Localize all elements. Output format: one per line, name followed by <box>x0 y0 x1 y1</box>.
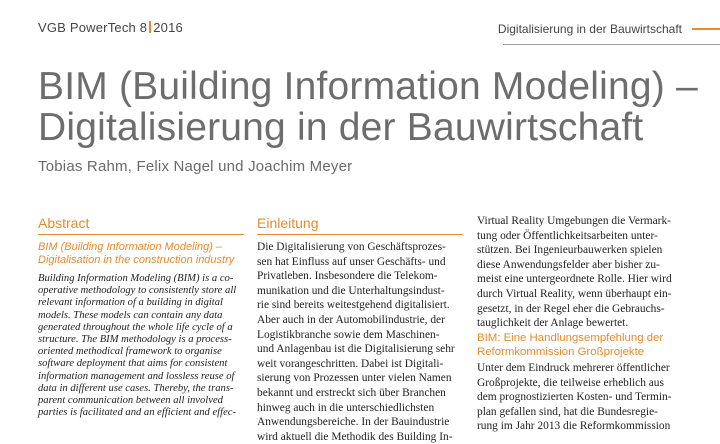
header-accent-rule <box>692 28 720 30</box>
intro-heading-rule <box>257 234 463 235</box>
intro-body: Die Digitalisierung von Geschäftsprozes- sen hat Einfluss auf unser Geschäfts- und Privatleben. Insbesondere die Telekom- munikation und die Unterhaltungsindust- rie sind bereits weitestgehend digitalisiert. Aber auch in der Automobilindustrie, der Logistikbranche sowie dem Maschinen- und Anlagenbau ist die Digitalisierung sehr weit vorangeschritten. Dabei ist Digitali- sierung von Prozessen unter vielen Namen bekannt und erstreckt sich über Branchen hinweg auch in die unterschiedlichsten Anwendungsbereiche. In der Bauindustrie wird aktuell die Methodik des Building In- <box>257 241 455 443</box>
abstract-heading-rule <box>38 234 244 235</box>
column3-body-bottom: Unter dem Eindruck mehrerer öffentlicher Großprojekte, die teilweise erheblich aus dem prognostizierten Kosten- und Termin- plan gefallen sind, hat die Bundesregie- rung im Jahr 2013 die Reformkommission <box>477 362 672 433</box>
article-title <box>38 66 718 148</box>
intro-heading: Einleitung <box>257 215 319 231</box>
article-authors: Tobias Rahm, Felix Nagel und Joachim Meyer <box>38 158 353 175</box>
running-header-section: Digitalisierung in der Bauwirtschaft <box>497 22 682 36</box>
header-divider <box>503 44 720 45</box>
article-title-line1: BIM (Building Information Modeling) – <box>38 65 698 108</box>
journal-name: VGB PowerTech 8 <box>38 20 148 35</box>
column3-subheading: BIM: Eine Handlungsempfehlung der Reformkommission Großprojekte <box>477 332 664 358</box>
column3-body-top: Virtual Reality Umgebungen die Vermark- tung oder Öffentlichkeitsarbeiten unter- stützen. Bei Ingenieurbauwerken spielen diese Anwendungsfelder aber bisher zu- meist eine untergeordnete Rolle. Hier wird durch Virtual Reality, wenn überhaupt ein- gesetzt, in der Regel eher die Gebrauchs- tauglichkeit der Anlage bewertet. <box>477 215 672 330</box>
journal-year: 2016 <box>153 20 183 35</box>
running-header-left <box>38 20 183 35</box>
article-title-line2: Digitalisierung in der Bauwirtschaft <box>38 106 644 149</box>
abstract-title: BIM (Building Information Modeling) – Digitalisation in the construction industry <box>38 241 235 266</box>
abstract-heading: Abstract <box>38 215 90 231</box>
abstract-body: Building Information Modeling (BIM) is a co- operative methodology to consistently store all relevant information of a building in digital models. These models can contain any data generated throughout the whole life cycle of a structure. The BIM methodology is a process- oriented methodical framework to organise software deployment that aims for consistent information management and lossless reuse of data in different use cases. Thereby, the trans- parent communication between all involved parties is facilitated and an efficient and effec- <box>38 273 237 419</box>
separator-bar <box>149 21 151 33</box>
